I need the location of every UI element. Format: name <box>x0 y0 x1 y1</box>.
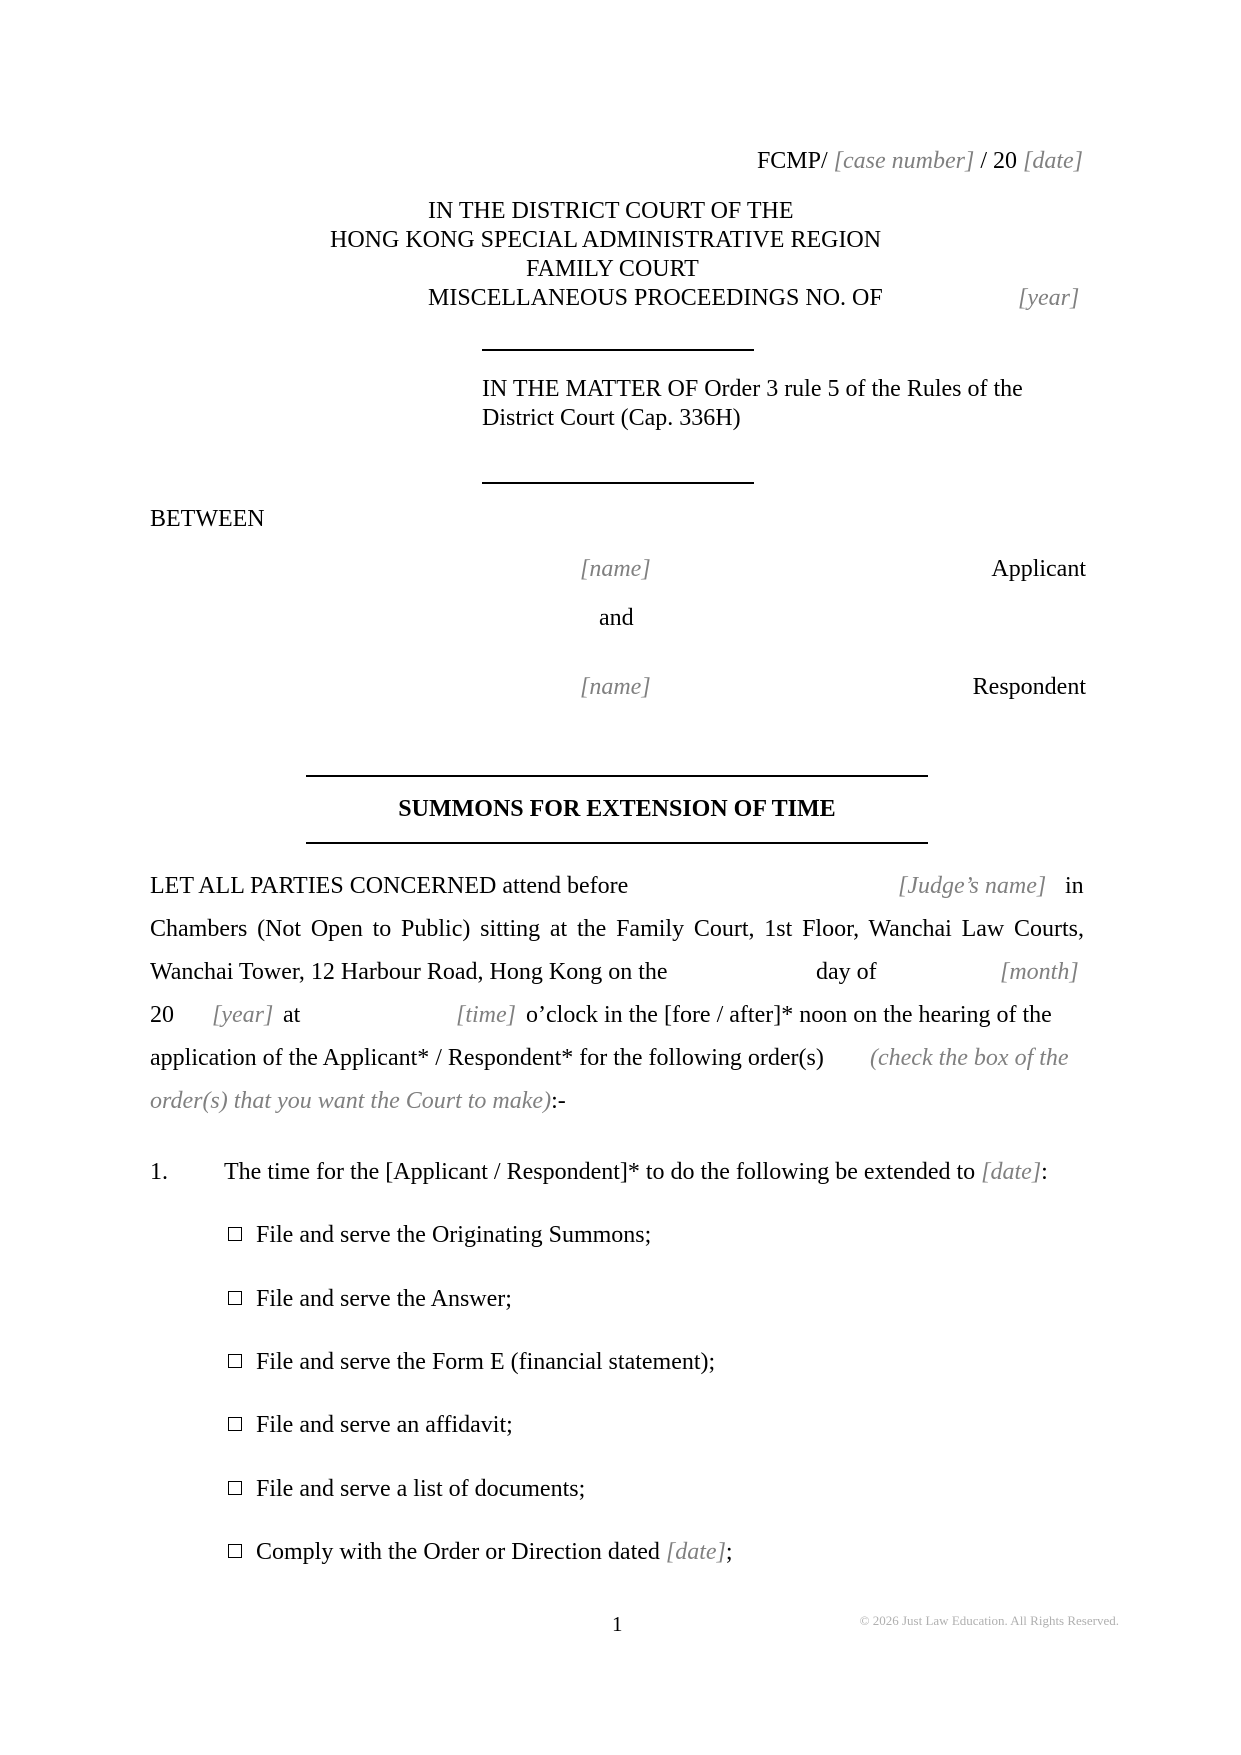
option-end: ; <box>725 1539 733 1565</box>
body-line-4b: at <box>283 1002 301 1028</box>
item-1-label: The time for the [Applicant / Respondent]* to do the following be extended to <box>224 1159 982 1185</box>
option-label: File and serve the Originating Summons; <box>256 1222 652 1248</box>
option-comply-order[interactable] <box>228 1539 733 1566</box>
option-label: File and serve an affidavit; <box>256 1412 513 1438</box>
matter-line-1: IN THE MATTER OF Order 3 rule 5 of the Rules of the <box>482 376 1023 402</box>
title-rule-top <box>306 775 928 777</box>
option-answer[interactable] <box>228 1286 512 1313</box>
checkbox-icon[interactable] <box>228 1544 242 1558</box>
case-prefix: FCMP/ <box>756 148 834 174</box>
judge-name-placeholder: [Judge’s name] <box>898 873 1047 899</box>
item-1-end: : <box>1041 1159 1048 1185</box>
checkbox-icon[interactable] <box>228 1354 242 1368</box>
applicant-name-placeholder: [name] <box>580 556 651 582</box>
checkbox-icon[interactable] <box>228 1481 242 1495</box>
option-form-e[interactable] <box>228 1349 715 1376</box>
month-placeholder: [month] <box>1000 959 1079 985</box>
body-line-3b: day of <box>816 959 877 985</box>
check-box-hint-1: (check the box of the <box>870 1045 1069 1071</box>
case-number-placeholder: [case number] <box>833 148 975 174</box>
copyright-notice: © 2026 Just Law Education. All Rights Reserved. <box>859 1613 1119 1628</box>
body-line-3a: Wanchai Tower, 12 Harbour Road, Hong Kong on the <box>150 959 668 985</box>
order-date-placeholder: [date] <box>665 1539 726 1565</box>
and-label: and <box>599 605 634 631</box>
item-1-text <box>224 1159 1048 1186</box>
body-line-5a: application of the Applicant* / Respondent* for the following order(s) <box>150 1045 824 1071</box>
option-label: File and serve the Answer; <box>256 1286 512 1312</box>
body-line-2: Chambers (Not Open to Public) sitting at the Family Court, 1st Floor, Wanchai Law Courts, <box>150 916 1084 942</box>
divider-short-1 <box>482 349 754 351</box>
time-placeholder: [time] <box>456 1002 516 1028</box>
between-label: BETWEEN <box>150 506 265 532</box>
court-year-placeholder: [year] <box>1018 285 1080 311</box>
applicant-role: Applicant <box>991 556 1086 582</box>
body-line-1b: in <box>1065 873 1084 899</box>
body-line-1a: LET ALL PARTIES CONCERNED attend before <box>150 873 629 899</box>
court-line-2: HONG KONG SPECIAL ADMINISTRATIVE REGION <box>330 227 882 253</box>
option-list-of-documents[interactable] <box>228 1476 585 1503</box>
body-line-6 <box>150 1088 566 1115</box>
page-number: 1 <box>612 1612 623 1636</box>
court-line-4: MISCELLANEOUS PROCEEDINGS NO. OF <box>428 285 883 311</box>
option-label: File and serve a list of documents; <box>256 1476 586 1502</box>
checkbox-icon[interactable] <box>228 1291 242 1305</box>
year-placeholder: [year] <box>212 1002 274 1028</box>
option-label: File and serve the Form E (financial statement); <box>256 1349 716 1375</box>
case-reference <box>757 148 1083 175</box>
matter-line-2: District Court (Cap. 336H) <box>482 405 741 431</box>
court-line-3: FAMILY COURT <box>526 256 699 282</box>
item-1-number: 1. <box>150 1159 168 1185</box>
body-line-6b: :- <box>551 1088 566 1114</box>
checkbox-icon[interactable] <box>228 1417 242 1431</box>
option-originating-summons[interactable] <box>228 1222 651 1249</box>
respondent-name-placeholder: [name] <box>580 674 651 700</box>
respondent-role: Respondent <box>972 674 1086 700</box>
check-box-hint-2: order(s) that you want the Court to make) <box>150 1088 552 1114</box>
option-affidavit[interactable] <box>228 1412 513 1439</box>
body-line-4c: o’clock in the [fore / after]* noon on the hearing of the <box>526 1002 1052 1028</box>
case-mid: / 20 <box>974 148 1023 174</box>
item-1-date-placeholder: [date] <box>981 1159 1042 1185</box>
checkbox-icon[interactable] <box>228 1227 242 1241</box>
option-label: Comply with the Order or Direction dated <box>256 1539 666 1565</box>
case-date-placeholder: [date] <box>1023 148 1083 174</box>
court-line-1: IN THE DISTRICT COURT OF THE <box>428 198 794 224</box>
divider-short-2 <box>482 482 754 484</box>
body-line-4a: 20 <box>150 1002 174 1028</box>
document-title: SUMMONS FOR EXTENSION OF TIME <box>398 796 836 822</box>
title-rule-bottom <box>306 842 928 844</box>
